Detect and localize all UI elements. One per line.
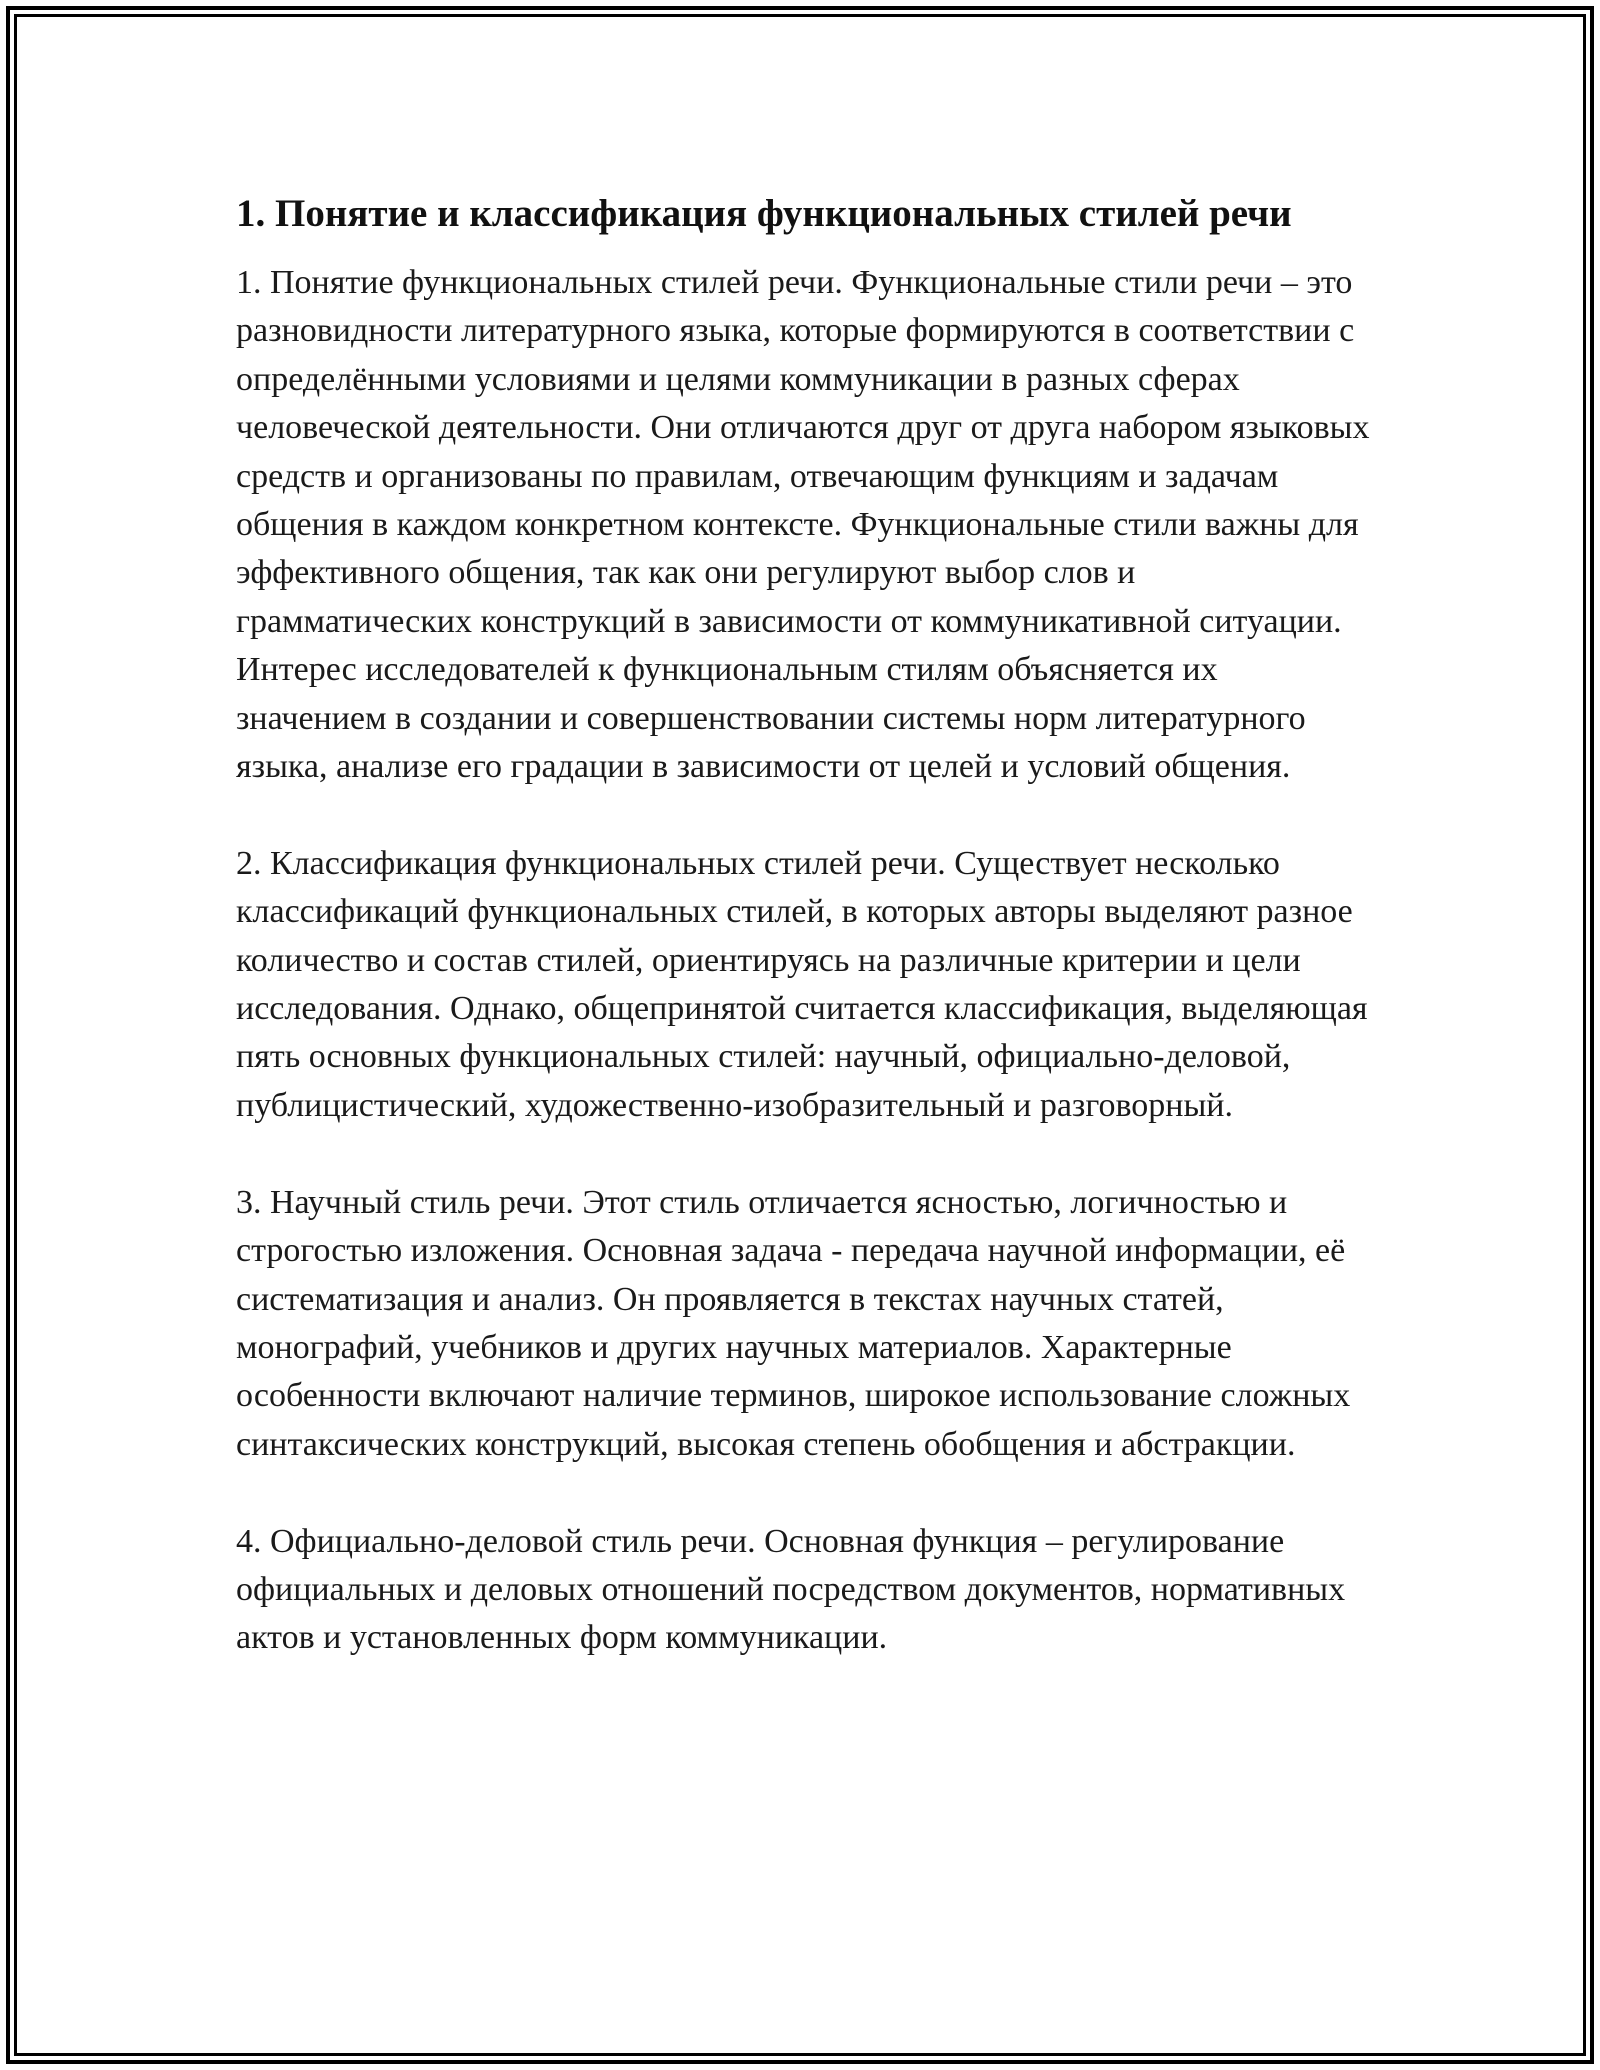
paragraph-classification: 2. Классификация функциональных стилей речи. Существует несколько классификаций функциональных стилей, в которых авторы выделяют разное количество и состав стилей, ориентируясь на различные критерии и цели исследования. Однако, общепринятой считается классификация, выделяющая пять основных функциональных стилей: научный, официально-деловой, публицистический, художественно-изобразительный и разговорный. bbox=[236, 844, 1368, 1124]
paragraph-scientific-style: 3. Научный стиль речи. Этот стиль отличается ясностью, логичностью и строгостью изложения. Основная задача - передача научной информации, её систематизация и анализ. Он проявляется в текстах научных статей, монографий, учебников и других научных материалов. Характерные особенности включают наличие терминов, широкое использование сложных синтаксических конструкций, высокая степень обобщения и абстракции. bbox=[236, 1183, 1351, 1463]
paragraph-concept: 1. Понятие функциональных стилей речи. Функциональные стили речи – это разновидности литературного языка, которые формируются в соответствии с определёнными условиями и целями коммуникации в разных сферах человеческой деятельности. Они отличаются друг от друга набором языковых средств и организованы по правилам, отвечающим функциям и задачам общения в каждом конкретном контексте. Функциональные стили важны для эффективного общения, так как они регулируют выбор слов и грамматических конструкций в зависимости от коммуникативной ситуации. Интерес исследователей к функциональным стилям объясняется их значением в создании и совершенствовании системы норм литературного языка, анализе его градации в зависимости от целей и условий общения. bbox=[236, 264, 1370, 786]
document-body bbox=[236, 186, 1376, 1663]
document-title: 1. Понятие и классификация функциональных стилей речи bbox=[236, 192, 1292, 235]
paragraph-official-style: 4. Официально-деловой стиль речи. Основная функция – регулирование официальных и деловых отношений посредством документов, нормативных актов и установленных форм коммуникации. bbox=[236, 1522, 1346, 1657]
